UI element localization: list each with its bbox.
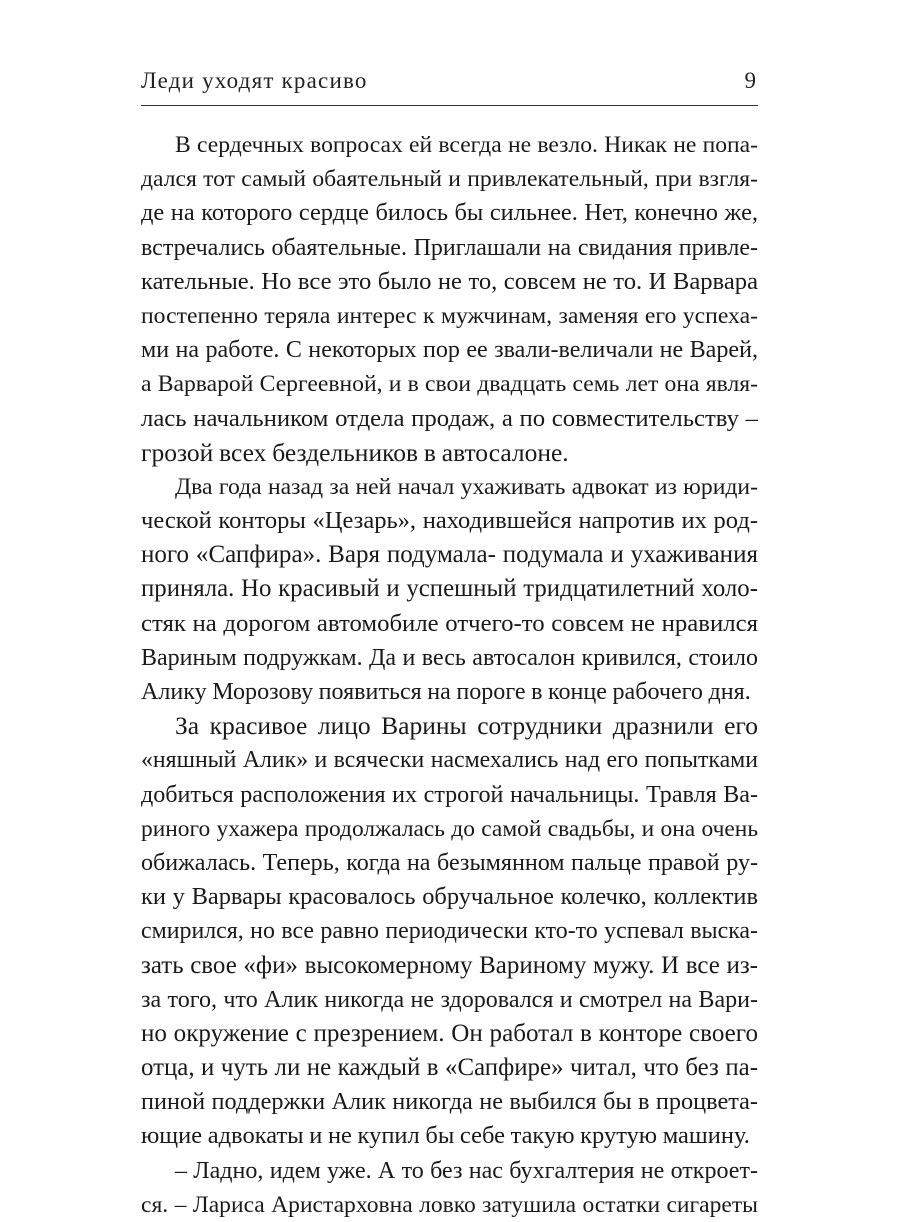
- running-header: [141, 62, 758, 102]
- text-line: ми на работе. С некоторых пор ее звали-величали не Варей,: [141, 337, 758, 364]
- text-line: а Варварой Сергеевной, и в свои двадцать семь лет она явля-: [141, 371, 758, 398]
- text-line: де на которого сердце билось бы сильнее. Нет, конечно же,: [141, 199, 758, 227]
- page-number: 9: [744, 68, 756, 93]
- text-line: добиться расположения их строгой начальницы. Травля Ва-: [141, 781, 758, 808]
- text-line: ся. – Лариса Аристарховна ловко затушила остатки сигареты: [141, 1191, 758, 1218]
- text-line: В сердечных вопросах ей всегда не везло. Никак не попа-: [175, 132, 758, 158]
- text-line: – Ладно, идем уже. А то без нас бухгалтерия не откроет-: [175, 1157, 758, 1184]
- book-page: [141, 0, 758, 1218]
- text-line: обижалась. Теперь, когда на безымянном пальце правой ру-: [141, 849, 758, 876]
- text-line: Алику Морозову появиться на пороге в конце рабочего дня.: [141, 679, 751, 705]
- text-line: «няшный Алик» и всячески насмехались над его попытками: [141, 747, 758, 774]
- text-line: ющие адвокаты и не купил бы себе такую крутую машину.: [141, 1122, 750, 1150]
- text-line: Два года назад за ней начал ухаживать адвокат из юриди-: [175, 473, 758, 500]
- text-line: смирился, но все равно периодически кто-то успевал выска-: [141, 918, 758, 945]
- text-line: ного «Сапфира». Варя подумала- подумала и ухаживания: [141, 541, 758, 569]
- text-line: стяк на дорогом автомобиле отчего-то совсем не нравился: [141, 609, 758, 637]
- text-line: грозой всех бездельников в автосалоне.: [141, 437, 569, 467]
- text-line: риного ухажера продолжалась до самой свадьбы, и она очень: [141, 815, 758, 842]
- text-line: пиной поддержки Алик никогда не выбился бы в процвета-: [141, 1088, 758, 1116]
- body-text: [141, 128, 758, 1222]
- text-line: кательные. Но все это было не то, совсем не то. И Варвара: [141, 267, 758, 295]
- text-line: отца, и чуть ли не каждый в «Сапфире» читал, что без па-: [141, 1054, 758, 1082]
- text-line: дался тот самый обаятельный и привлекательный, при взгля-: [141, 166, 758, 193]
- book-title: Леди уходят красиво: [141, 68, 368, 93]
- text-line: ческой конторы «Цезарь», находившейся напротив их род-: [141, 507, 758, 535]
- text-line: лась начальником отдела продаж, а по совместительству –: [141, 404, 758, 432]
- text-line: за того, что Алик никогда не здоровался и смотрел на Вари-: [141, 986, 758, 1013]
- header-rule: [141, 105, 758, 106]
- text-line: встречались обаятельные. Приглашали на свидания привле-: [141, 234, 758, 261]
- text-line: зать свое «фи» высокомерному Вариному мужу. И все из-: [141, 951, 758, 979]
- text-line: приняла. Но красивый и успешный тридцатилетний холо-: [141, 575, 758, 603]
- text-line: За красивое лицо Варины сотрудники дразнили его: [175, 711, 758, 741]
- text-line: постепенно теряла интерес к мужчинам, заменяя его успеха-: [141, 302, 758, 329]
- text-line: Вариным подружкам. Да и весь автосалон кривился, стоило: [141, 644, 758, 671]
- text-line: ки у Варвары красовалось обручальное колечко, коллектив: [141, 883, 758, 911]
- text-line: но окружение с презрением. Он работал в конторе своего: [141, 1019, 758, 1047]
